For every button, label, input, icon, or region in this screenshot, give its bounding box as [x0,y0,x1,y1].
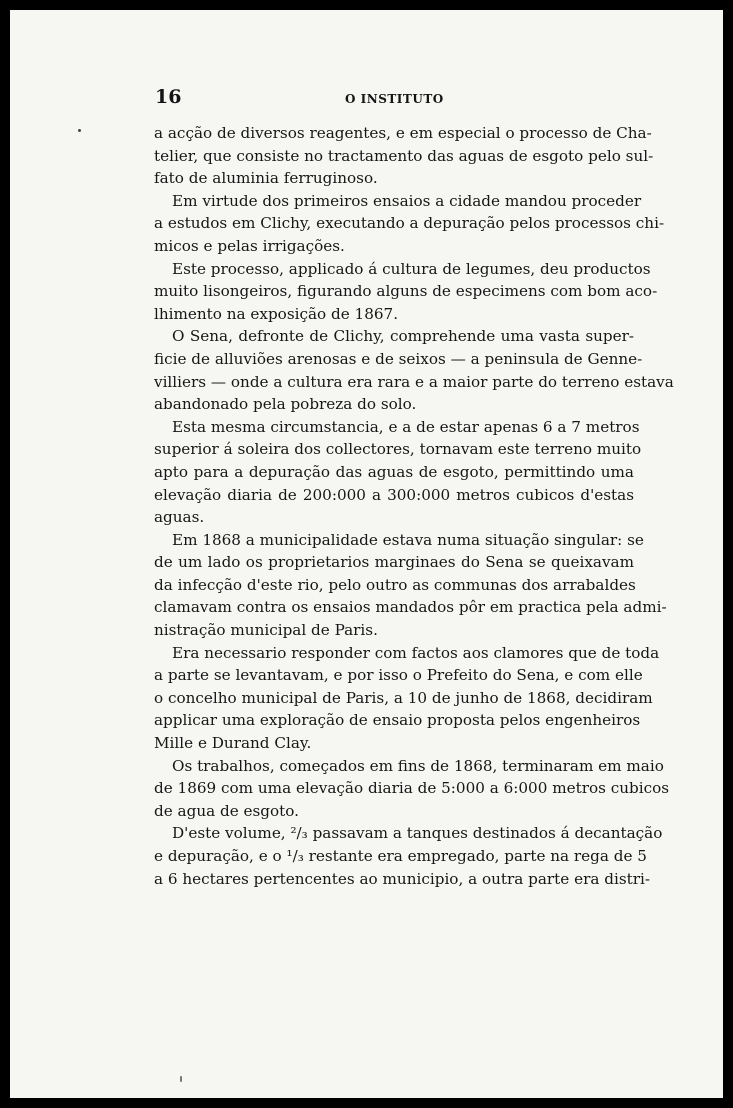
page-speck [78,129,81,132]
text-line: a 6 hectares pertencentes ao municipio, a outra parte era distri- [154,869,650,888]
text-line: applicar uma exploração de ensaio proposta pelos engenheiros [154,711,641,730]
text-line: elevação diaria de 200:000 a 300:000 metros cubicos d'estas [154,485,634,504]
text-line: nistração municipal de Paris. [154,621,378,640]
text-line: apto para a depuração das aguas de esgoto, permittindo uma [154,462,634,481]
text-line: lhimento na exposição de 1867. [154,304,399,323]
text-line: de um lado os proprietarios marginaes do Sena se queixavam [154,553,634,572]
running-title: O INSTITUTO [345,92,444,106]
text-line: Mille e Durand Clay. [154,734,312,753]
text-line: clamavam contra os ensaios mandados pôr em practica pela admi- [154,598,667,617]
text-line: aguas. [154,508,205,527]
text-line: muito lisongeiros, figurando alguns de especimens com bom aco- [154,282,658,301]
text-line: telier, que consiste no tractamento das aguas de esgoto pelo sul- [154,146,654,165]
text-line: abandonado pela pobreza do solo. [154,395,417,414]
text-line: O Sena, defronte de Clichy, comprehende uma vasta super- [172,327,634,346]
text-line: a estudos em Clichy, executando a depuração pelos processos chi- [154,214,665,233]
page-speck [180,1076,182,1082]
text-line: Em virtude dos primeiros ensaios a cidade mandou proceder [172,191,642,210]
text-line: superior á soleira dos collectores, tornavam este terreno muito [154,440,642,459]
page-number: 16 [155,86,182,108]
text-line: villiers — onde a cultura era rara e a maior parte do terreno estava [154,372,674,391]
text-line: D'este volume, ²/₃ passavam a tanques destinados á decantação [172,824,663,843]
text-line: Esta mesma circumstancia, e a de estar apenas 6 a 7 metros [172,417,640,436]
text-line: da infecção d'este rio, pelo outro as communas dos arrabaldes [154,575,636,594]
text-line: a parte se levantavam, e por isso o Prefeito do Sena, e com elle [154,666,643,685]
text-line: o concelho municipal de Paris, a 10 de junho de 1868, decidiram [154,688,653,707]
text-line: Era necessario responder com factos aos clamores que de toda [172,643,660,662]
text-line: micos e pelas irrigações. [154,236,345,255]
text-line: e depuração, e o ¹/₃ restante era empregado, parte na rega de 5 [154,847,647,865]
text-line: ficie de alluviões arenosas e de seixos — a peninsula de Genne- [154,349,643,368]
running-header [155,86,635,116]
text-line: Os trabalhos, começados em fins de 1868, terminaram em maio [172,756,664,775]
body-text [154,122,674,890]
text-line: Em 1868 a municipalidade estava numa situação singular: se [172,530,644,549]
text-line: de 1869 com uma elevação diaria de 5:000 a 6:000 metros cubicos [154,779,670,798]
text-line: a acção de diversos reagentes, e em especial o processo de Cha- [154,124,652,142]
text-line: fato de aluminia ferruginoso. [154,169,378,188]
text-line: de agua de esgoto. [154,801,299,820]
text-line: Este processo, applicado á cultura de legumes, deu productos [172,259,651,278]
